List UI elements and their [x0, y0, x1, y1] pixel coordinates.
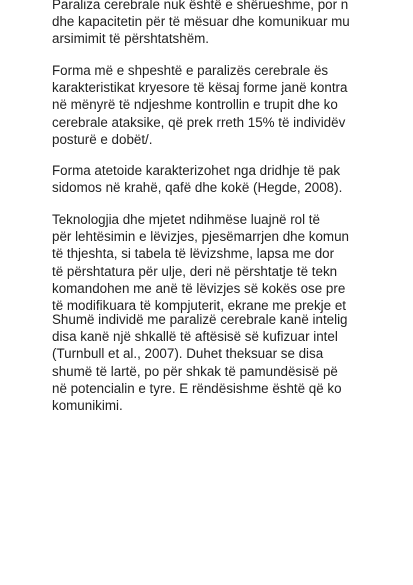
text-line: të thjeshta, si tabela të lëvizshme, lapsa me dor	[52, 246, 335, 262]
text-line: të modifikuara të kompjuterit, ekrane me prekje et	[52, 297, 346, 313]
text-line: shumë të lartë, po për shkak të pamundësisë pë	[52, 363, 338, 379]
paragraph-4	[52, 211, 349, 314]
text-line: Paraliza cerebrale nuk është e shërueshme, por n	[52, 0, 349, 12]
text-line: për lehtësimin e lëvizjes, pjesëmarrjen dhe komun	[52, 229, 349, 245]
text-line: karakteristikat kryesore të kësaj forme janë kontra	[52, 80, 348, 96]
text-line: posturë e dobët/.	[52, 131, 153, 147]
text-line: Shumë individë me paralizë cerebrale kanë intelig	[52, 312, 348, 327]
text-line: Forma atetoide karakterizohet nga dridhje të pak	[52, 163, 341, 178]
text-line: Teknologjia dhe mjetet ndihmëse luajnë rol të	[52, 212, 320, 227]
paragraph-3	[52, 162, 342, 196]
text-line: në mënyrë të ndjeshme kontrollin e trupit dhe ko	[52, 97, 338, 113]
text-line: Forma më e shpeshtë e paralizës cerebrale ës	[52, 63, 329, 78]
paragraph-1	[52, 0, 350, 48]
text-line: komandohen me anë të lëvizjes së kokës ose pre	[52, 280, 346, 296]
text-line: (Turnbull et al., 2007). Duhet theksuar se disa	[52, 346, 324, 362]
text-line: cerebrale ataksike, që prek rreth 15% të individëv	[52, 114, 346, 130]
document-page	[52, 0, 413, 585]
text-line: disa kanë një shkallë të aftësisë së kufizuar intel	[52, 329, 338, 345]
paragraph-5	[52, 311, 348, 414]
text-line: në potencialin e tyre. E rëndësishme është që ko	[52, 380, 342, 396]
text-line: arsimimit të përshtatshëm.	[52, 31, 210, 47]
text-line: të përshtatura për ulje, deri në përshtatje të tekn	[52, 263, 338, 279]
text-line: sidomos në krahë, qafë dhe kokë (Hegde, 2008).	[52, 180, 343, 196]
paragraph-2	[52, 62, 347, 148]
text-line: komunikimi.	[52, 397, 123, 413]
text-line: dhe kapacitetin për të mësuar dhe komunikuar mu	[52, 14, 350, 30]
